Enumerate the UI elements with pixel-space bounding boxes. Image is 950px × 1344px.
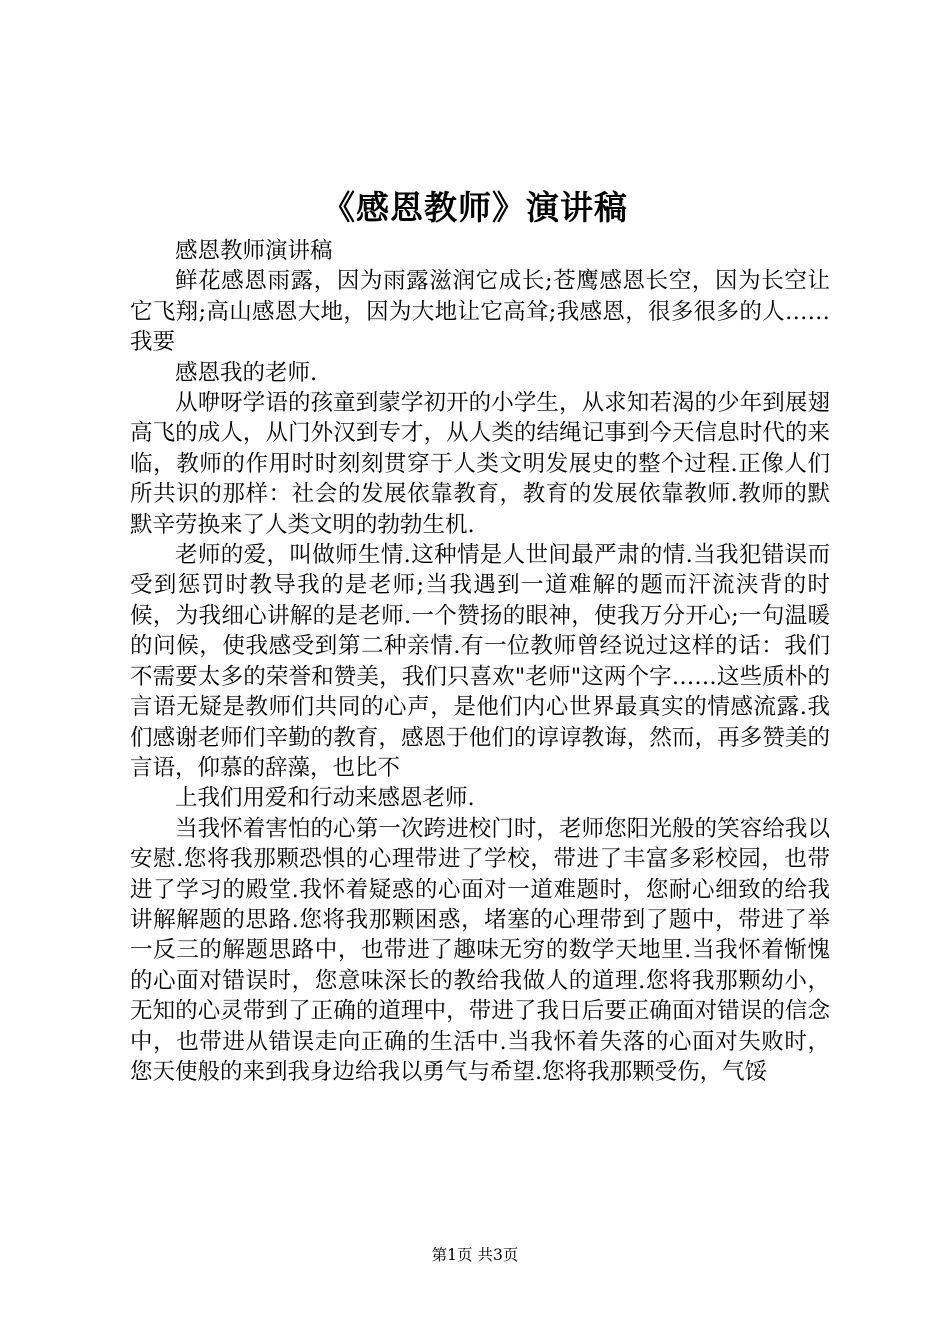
paragraph-subtitle: 感恩教师演讲稿 [175, 238, 333, 264]
paragraph: 当我怀着害怕的心第一次跨进校门时，老师您阳光般的笑容给我以安慰.您将我那颗恐惧的心理带进了学校，带进了丰富多彩校园，也带进了学习的殿堂.我怀着疑惑的心面对一道难题时，您耐心细致的给我讲解解题的思路.您将我那颗困惑，堵塞的心理带到了题中，带进了举一反三的解题思路中，也带进了趣味无穷的数学天地里.当我怀着惭愧的心面对错误时，您意味深长的教给我做人的道理.您将我那颗幼小，无知的心灵带到了正确的道理中，带进了我日后要正确面对错误的信念中，也带进从错误走向正确的生活中.当我怀着失落的心面对失败时，您天使般的来到我身边给我以勇气与希望.您将我那颗受伤，气馁 [130, 815, 830, 1085]
paragraph: 上我们用爱和行动来感恩老师. [175, 785, 475, 812]
paragraph: 鲜花感恩雨露，因为雨露滋润它成长;苍鹰感恩长空，因为长空让它飞翔;高山感恩大地，因为大地让它高耸;我感恩，很多很多的人……我要 [130, 268, 830, 356]
document-title: 《感恩教师》演讲稿 [322, 188, 628, 227]
paragraph: 老师的爱，叫做师生情.这种情是人世间最严肃的情.当我犯错误而受到惩罚时教导我的是老师;当我遇到一道难解的题而汗流浃背的时候，为我细心讲解的是老师.一个赞扬的眼神，使我万分开心;一句温暖的问候，使我感受到第二种亲情.有一位教师曾经说过这样的话：我们不需要太多的荣誉和赞美，我们只喜欢"老师"这两个字……这些质朴的言语无疑是教师们共同的心声，是他们内心世界最真实的情感流露.我们感谢老师们辛勤的教育，感恩于他们的谆谆教诲，然而，再多赞美的言语，仰慕的辞藻，也比不 [130, 542, 830, 781]
page-footer: 第1页 共3页 [431, 1246, 519, 1264]
paragraph: 从咿呀学语的孩童到蒙学初开的小学生，从求知若渴的少年到展翅高飞的成人，从门外汉到专才，从人类的结绳记事到今天信息时代的来临，教师的作用时时刻刻贯穿于人类文明发展史的整个过程.正像人们所共识的那样：社会的发展依靠教育，教育的发展依靠教师.教师的默默辛劳换来了人类文明的勃勃生机. [130, 390, 830, 538]
document-body [130, 236, 830, 1087]
paragraph: 感恩我的老师. [175, 359, 318, 386]
